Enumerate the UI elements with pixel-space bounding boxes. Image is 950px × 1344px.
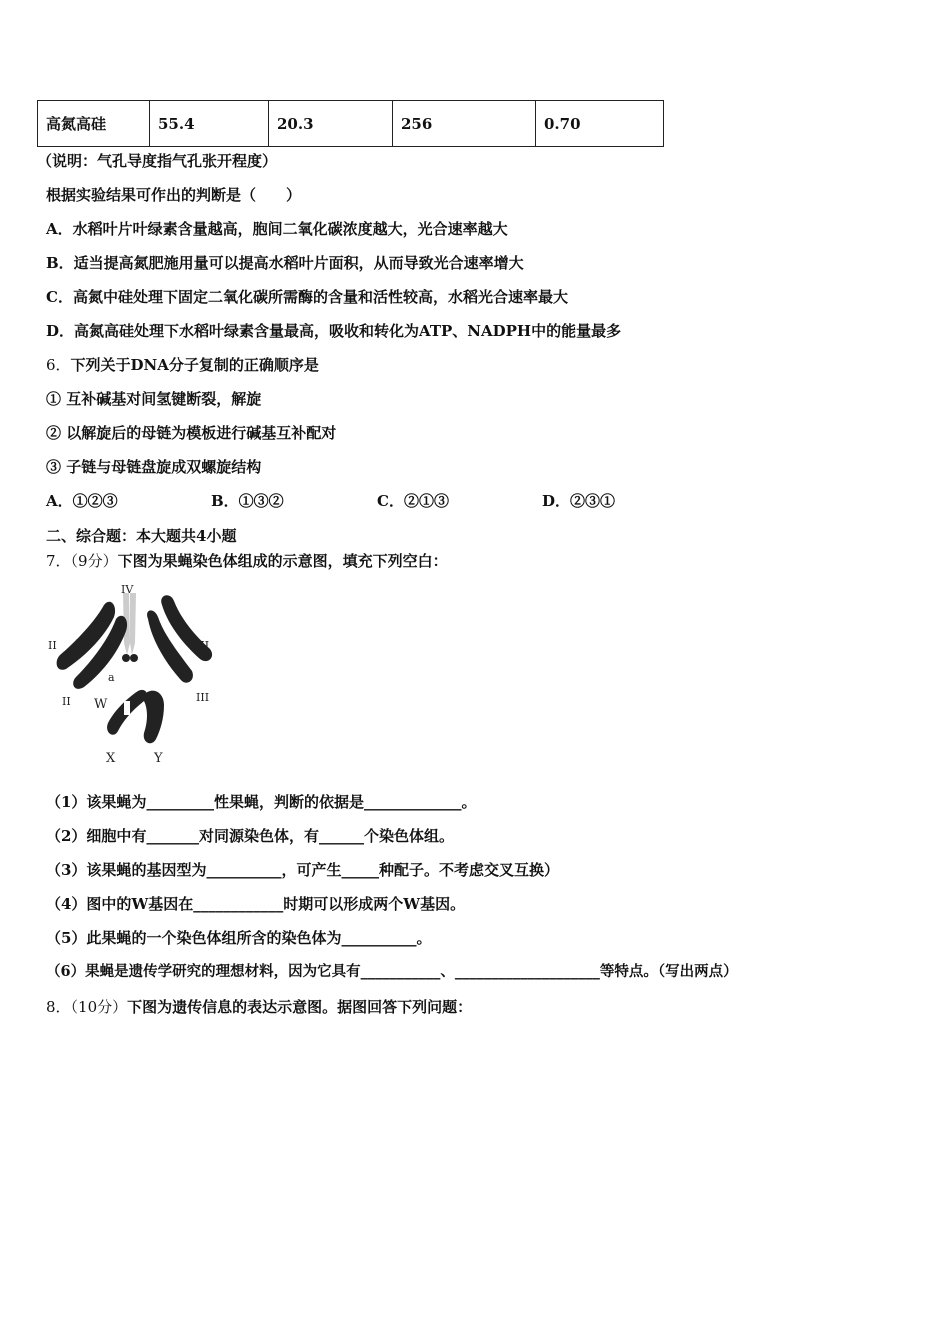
q7-sub-6: （6）果蝇是遗传学研究的理想材料，因为它具有___________、____________________等特点。（写出两点）: [46, 963, 738, 980]
q6-step-1: ① 互补碱基对间氢键断裂，解旋: [46, 390, 262, 408]
label-iv: IV: [121, 583, 134, 596]
q6-number: 6．: [46, 356, 71, 374]
q6-option-b: B．①③②: [211, 492, 284, 510]
table-row: [38, 101, 664, 147]
table-cell: 55.4: [150, 101, 269, 147]
chromosome-y: [144, 691, 164, 744]
q5-option-b: B．适当提高氮肥施用量可以提高水稻叶片面积，从而导致光合速率增大: [46, 254, 524, 272]
q6-option-a: A．①②③: [46, 492, 118, 510]
q6-option-d: D．②③①: [542, 492, 616, 510]
q6-step-3: ③ 子链与母链盘旋成双螺旋结构: [46, 458, 262, 476]
label-gene-a-lower: a: [108, 671, 115, 684]
label-iii-upper: III: [196, 639, 210, 652]
q7-sub-5: （5）此果蝇的一个染色体组所含的染色体为__________。: [46, 929, 432, 947]
q7-number: 7．: [46, 552, 71, 570]
q7-sub-2: （2）细胞中有_______对同源染色体，有______个染色体组。: [46, 827, 454, 845]
q5-option-d: D．高氮高硅处理下水稻叶绿素含量最高，吸收和转化为ATP、NADPH中的能量最多: [46, 322, 622, 340]
q8-number: 8．: [46, 998, 71, 1016]
label-iii-lower: III: [196, 691, 210, 704]
q5-option-a: A．水稻叶片叶绿素含量越高，胞间二氧化碳浓度越大，光合速率越大: [46, 220, 508, 238]
table-cell: 20.3: [269, 101, 393, 147]
table-cell: 256: [393, 101, 536, 147]
table-note: （说明：气孔导度指气孔张开程度）: [37, 152, 278, 170]
q6-question: [46, 355, 319, 375]
q5-option-c: C．高氮中硅处理下固定二氧化碳所需酶的含量和活性较高，水稻光合速率最大: [46, 288, 568, 306]
label-y: Y: [154, 751, 163, 766]
label-ii-upper: II: [48, 639, 57, 652]
q8-stem: 下图为遗传信息的表达示意图。据图回答下列问题：: [127, 998, 473, 1016]
q6-option-c: C．②①③: [377, 492, 449, 510]
label-gene-w: W: [94, 697, 108, 712]
q7-score: （9分）: [70, 552, 118, 570]
q7-stem: 下图为果蝇染色体组成的示意图，填充下列空白：: [117, 552, 448, 570]
q7-sub-1: （1）该果蝇为_________性果蝇，判断的依据是_____________。: [46, 793, 477, 811]
section-heading: 二、综合题：本大题共4小题: [46, 527, 237, 545]
q7-sub-4: （4）图中的W基因在____________时期可以形成两个W基因。: [46, 895, 466, 913]
q6-stem: 下列关于DNA分子复制的正确顺序是: [70, 356, 319, 374]
q5-stem: 根据实验结果可作出的判断是（ ）: [46, 186, 302, 204]
label-ii-lower: II: [62, 695, 71, 708]
q8-question: [46, 997, 472, 1017]
chromosome-iv-right: [130, 593, 136, 655]
results-table: [37, 100, 664, 147]
q6-step-2: ② 以解旋后的母链为模板进行碱基互补配对: [46, 424, 337, 442]
q7-question: [46, 551, 448, 571]
q7-sub-3: （3）该果蝇的基因型为__________，可产生_____种配子。不考虑交叉互换）: [46, 861, 559, 879]
label-x: X: [106, 751, 116, 766]
label-gene-a-upper: A: [72, 638, 82, 653]
table-cell: 高氮高硅: [38, 101, 150, 147]
q6-options: [46, 490, 746, 512]
q8-score: （10分）: [70, 998, 128, 1016]
fruit-fly-chromosome-figure: [44, 583, 224, 773]
table-cell: 0.70: [536, 101, 664, 147]
